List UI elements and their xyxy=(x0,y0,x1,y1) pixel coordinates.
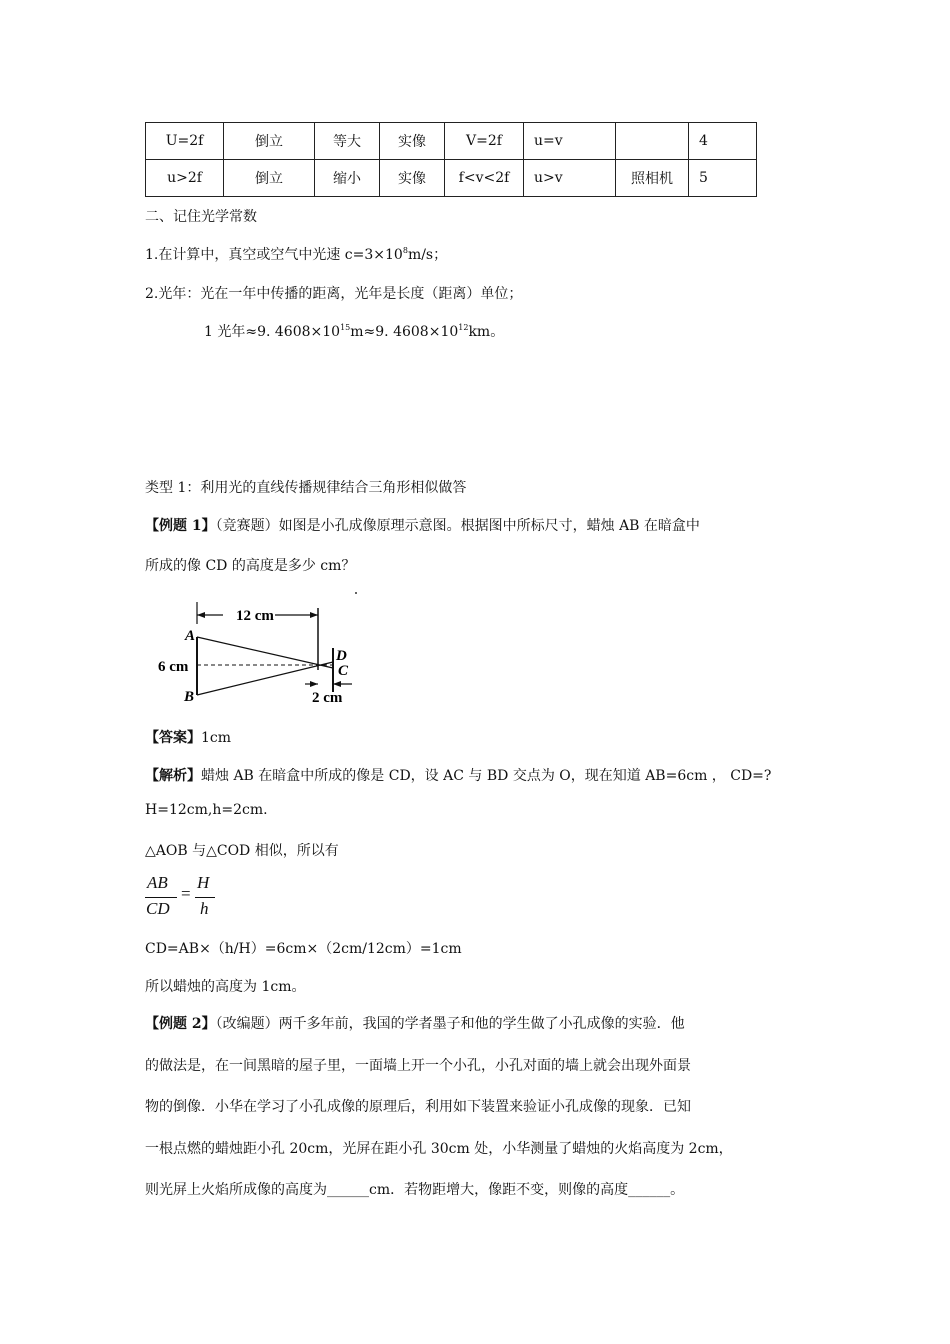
table-cell xyxy=(616,123,689,160)
table-cell: u>2f xyxy=(146,160,224,197)
example2-label: 【例题 2】 xyxy=(145,1016,216,1032)
stray-dot xyxy=(355,592,357,594)
table-cell: 倒立 xyxy=(224,160,315,197)
ray-a xyxy=(197,637,333,668)
table-cell: 等大 xyxy=(315,123,380,160)
frac-bar-left xyxy=(145,897,177,898)
light-year-definition: 2.光年：光在一年中传播的距离，光年是长度（距离）单位； xyxy=(145,286,523,302)
example2-line1 xyxy=(145,1013,685,1033)
analysis-text: 蜡烛 AB 在暗盒中所成的像是 CD，设 AC 与 BD 交点为 O，现在知道 AB=6cm ， CD=? xyxy=(201,768,772,784)
table-cell: 5 xyxy=(689,160,757,197)
arrow-right-icon xyxy=(310,612,318,618)
table-cell: 实像 xyxy=(380,160,445,197)
example2-text: （改编题）两千多年前，我国的学者墨子和他的学生做了小孔成像的实验．他 xyxy=(215,1016,685,1032)
frac-denominator-cd: CD xyxy=(146,899,170,918)
arrow-left-icon xyxy=(197,612,205,618)
light-speed-unit: m/s； xyxy=(407,247,448,263)
table-cell: 倒立 xyxy=(224,123,315,160)
light-speed-line xyxy=(145,244,447,264)
example2-line3: 物的倒像．小华在学习了小孔成像的原理后，利用如下装置来验证小孔成像的现象．已知 xyxy=(145,1099,691,1115)
analysis-line1 xyxy=(145,765,771,785)
label-a: A xyxy=(185,628,196,644)
ratio-formula xyxy=(145,872,220,922)
light-year-text: 1 光年≈9. 4608×10 xyxy=(204,324,341,340)
table-row xyxy=(146,123,757,160)
dim-2cm-label: 2 cm xyxy=(312,690,343,706)
answer-value: 1cm xyxy=(201,730,232,746)
type1-title: 类型 1：利用光的直线传播规律结合三角形相似做答 xyxy=(145,480,467,496)
table-cell: V=2f xyxy=(445,123,524,160)
table-cell: 照相机 xyxy=(616,160,689,197)
analysis-label: 【解析】 xyxy=(145,768,201,784)
table-cell: 实像 xyxy=(380,123,445,160)
table-cell: U=2f xyxy=(146,123,224,160)
table-row xyxy=(146,160,757,197)
analysis-line5: 所以蜡烛的高度为 1cm。 xyxy=(145,979,306,995)
dim-6cm-label: 6 cm xyxy=(158,659,189,675)
example1-text: （竞赛题）如图是小孔成像原理示意图。根据图中所标尺寸，蜡烛 AB 在暗盒中 xyxy=(215,518,700,534)
dim-12cm-label: 12 cm xyxy=(236,608,274,624)
light-year-unit: km。 xyxy=(468,324,505,340)
light-speed-text: 1.在计算中，真空或空气中光速 c=3×10 xyxy=(145,247,403,263)
light-year-exponent-km: 12 xyxy=(458,323,469,332)
table-cell: 4 xyxy=(689,123,757,160)
label-c: C xyxy=(338,663,349,679)
table-cell: f<v<2f xyxy=(445,160,524,197)
example2-line4: 一根点燃的蜡烛距小孔 20cm，光屏在距小孔 30cm 处，小华测量了蜡烛的火焰高度为 2cm， xyxy=(145,1141,733,1157)
example2-line5: 则光屏上火焰所成像的高度为______cm．若物距增大，像距不变，则像的高度______。 xyxy=(145,1182,685,1198)
answer-line xyxy=(145,727,231,747)
section-heading: 二、记住光学常数 xyxy=(145,209,257,225)
example1-line2: 所成的像 CD 的高度是多少 cm？ xyxy=(145,558,356,574)
example1-line1 xyxy=(145,515,700,535)
light-year-exponent-m: 15 xyxy=(340,323,351,332)
answer-label: 【答案】 xyxy=(145,730,201,746)
light-year-mid: m≈9. 4608×10 xyxy=(350,324,459,340)
light-year-value xyxy=(204,321,504,341)
analysis-line3: △AOB 与△COD 相似，所以有 xyxy=(145,843,339,859)
pinhole-diagram xyxy=(140,588,370,706)
example2-line2: 的做法是，在一间黑暗的屋子里，一面墙上开一个小孔，小孔对面的墙上就会出现外面景 xyxy=(145,1058,691,1074)
lens-imaging-table xyxy=(145,122,757,197)
light-speed-exponent: 8 xyxy=(402,246,408,255)
frac-denominator-h-lower: h xyxy=(200,899,209,918)
frac-equals: = xyxy=(181,884,191,903)
table-cell: 缩小 xyxy=(315,160,380,197)
analysis-line2: H=12cm,h=2cm. xyxy=(145,802,268,818)
table-cell: u=v xyxy=(524,123,616,160)
table-cell: u>v xyxy=(524,160,616,197)
label-b: B xyxy=(184,689,195,705)
frac-numerator-ab: AB xyxy=(147,873,168,892)
frac-bar-right xyxy=(195,897,215,898)
analysis-line4: CD=AB×（h/H）=6cm×（2cm/12cm）=1cm xyxy=(145,941,462,957)
label-d: D xyxy=(336,648,347,664)
frac-numerator-h-upper: H xyxy=(197,873,210,892)
example1-label: 【例题 1】 xyxy=(145,518,216,534)
